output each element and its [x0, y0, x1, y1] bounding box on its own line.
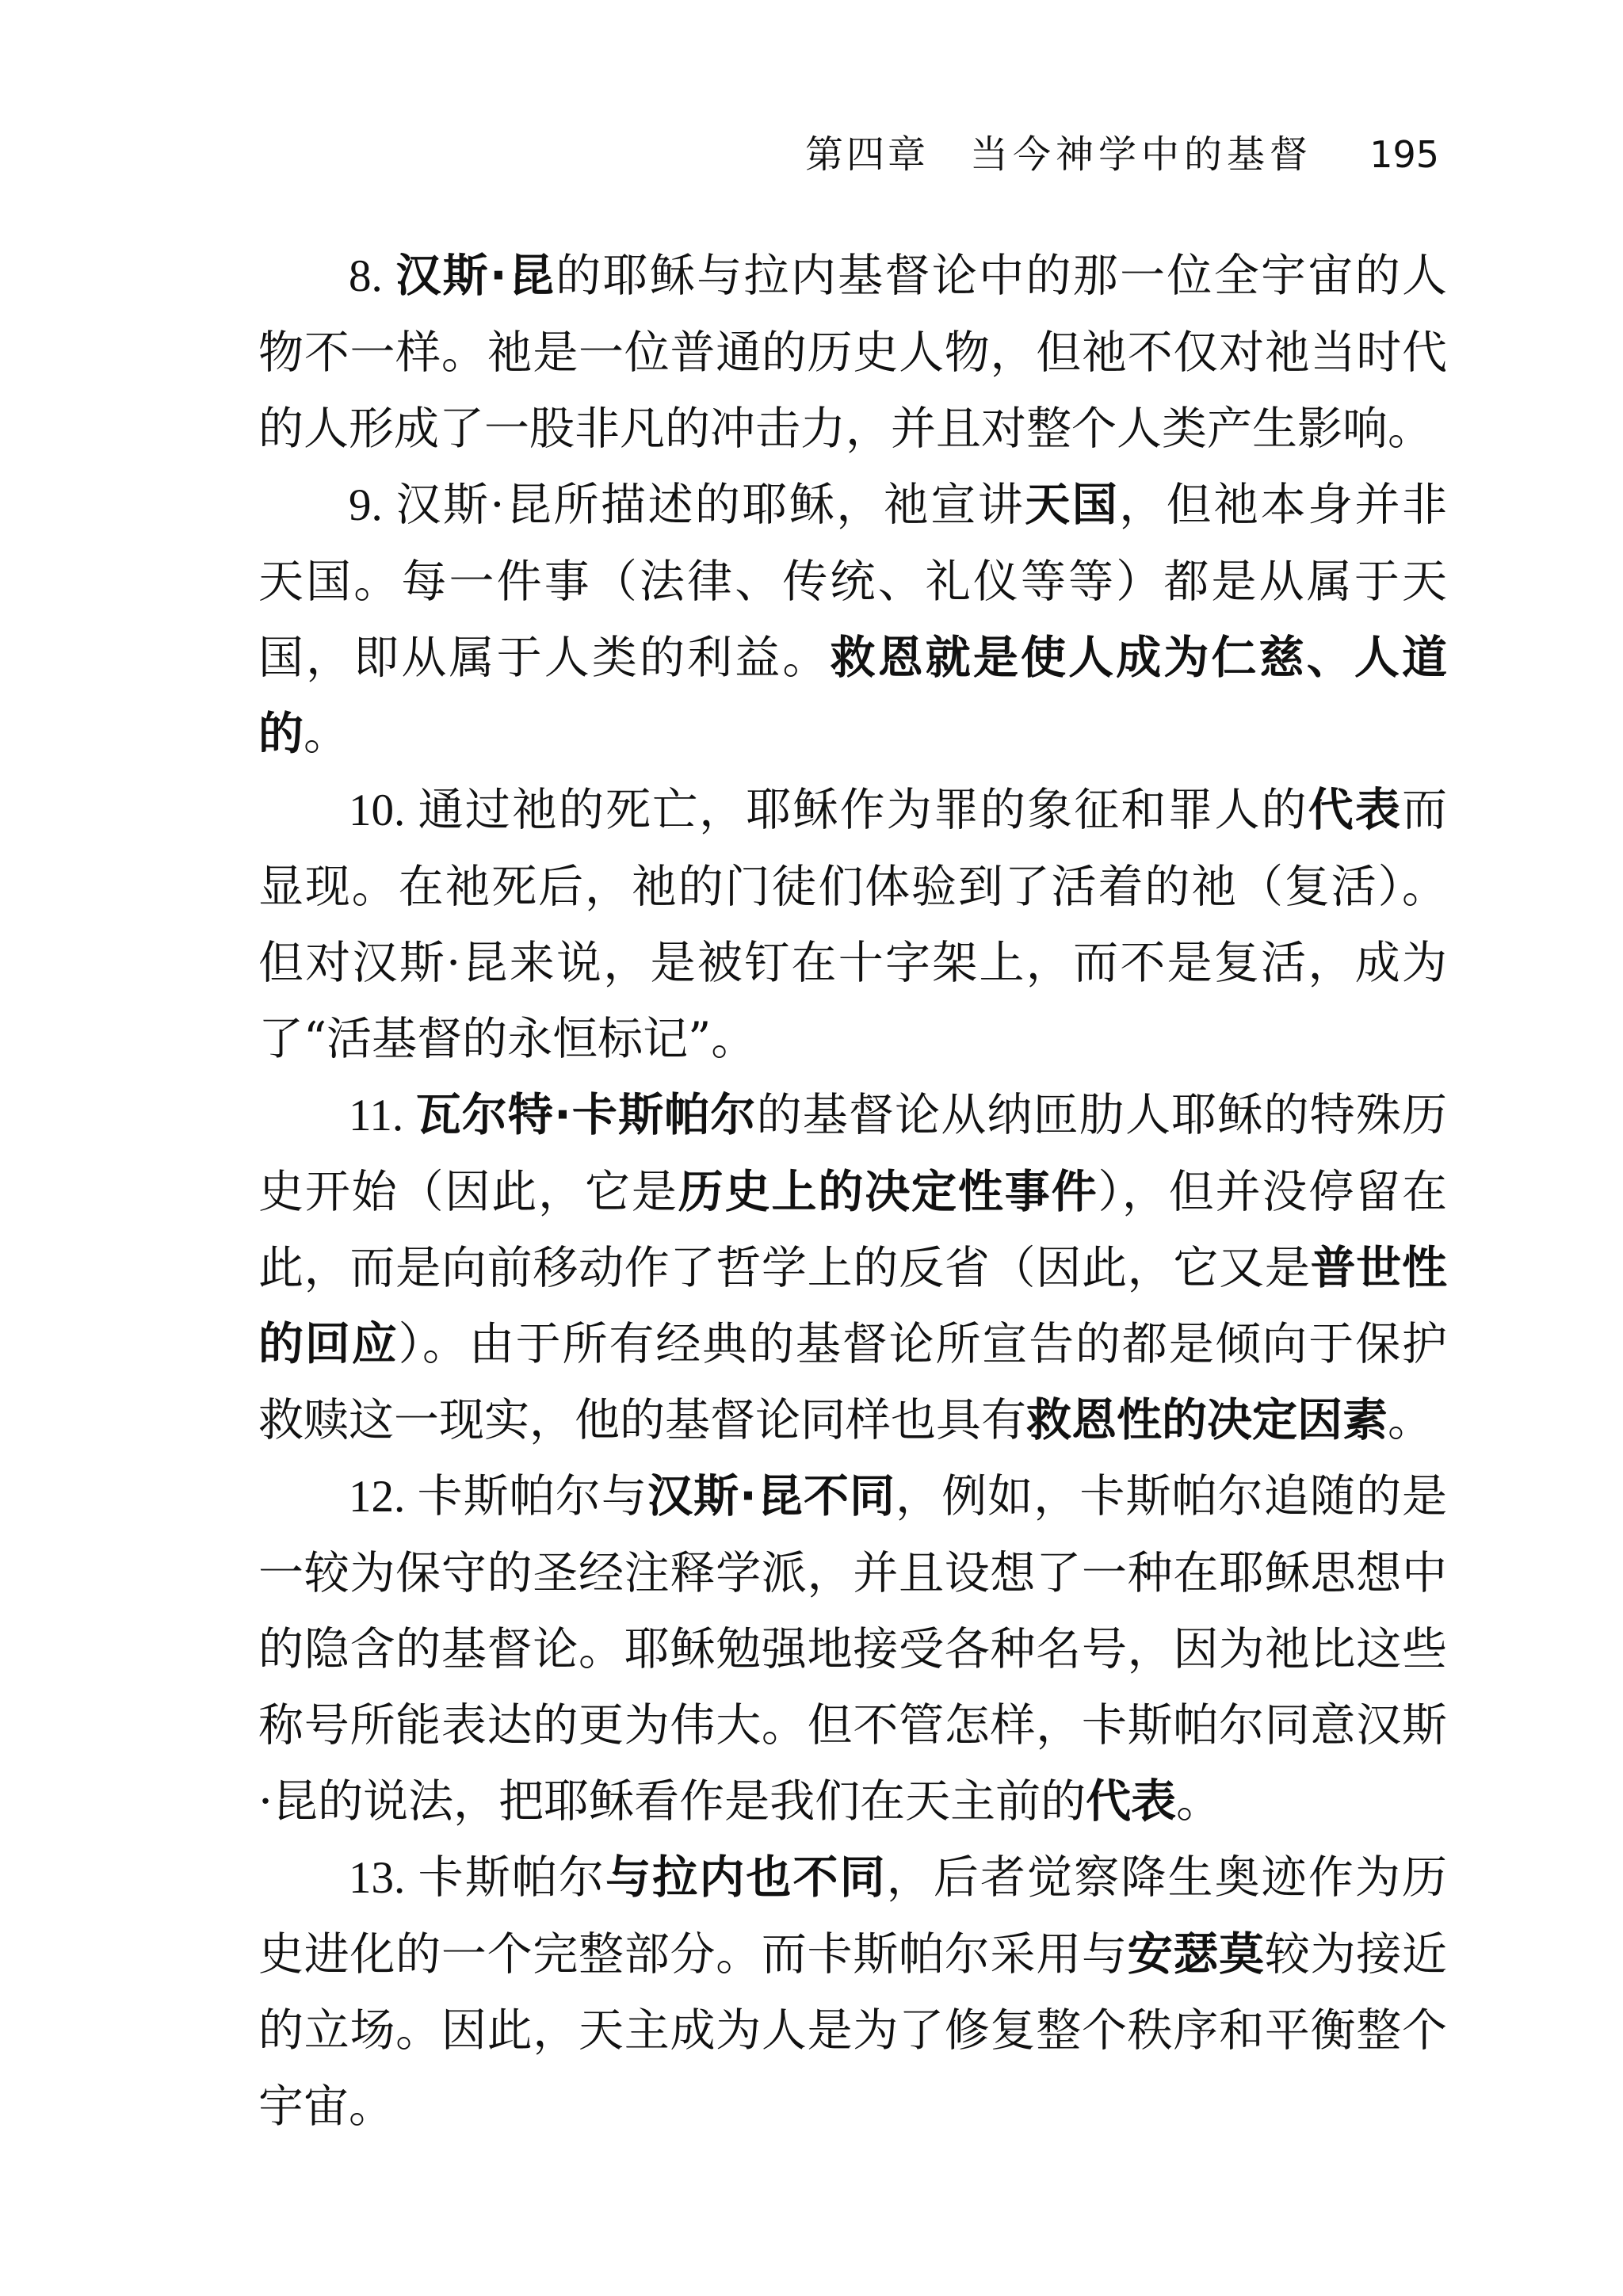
paragraph-12 [258, 1458, 1447, 1839]
emphasis-text: 普世性的回应 [258, 1242, 1448, 1370]
paragraph-text: 卡斯帕尔 [418, 1851, 606, 1904]
emphasis-text: 安瑟莫 [1127, 1928, 1265, 1981]
paragraph-text: ，但祂本身并非天国。每一件事（法律、传统、礼仪等等）都是从属于天国，即从属于人类的利益。 [258, 479, 1448, 684]
page-number: 195 [1369, 133, 1439, 176]
chapter-label: 第四章 [805, 132, 930, 177]
emphasis-text: 天国 [1025, 479, 1120, 531]
chapter-title: 当今神学中的基督 [970, 132, 1313, 177]
paragraph-10 [258, 772, 1447, 1077]
paragraph-text: 较为接近的立场。因此，天主成为人是为了修复整个秩序和平衡整个宇宙。 [258, 1928, 1448, 2133]
paragraph-text: ）。由于所有经典的基督论所宣告的都是倾向于保护救赎这一现实，他的基督论同样也具有 [258, 1318, 1448, 1446]
paragraph-number: 9. [349, 480, 396, 530]
paragraph-text: ），但并没停留在此，而是向前移动作了哲学上的反省（因此，它又是 [258, 1166, 1448, 1294]
paragraph-number: 12. [349, 1472, 418, 1522]
emphasis-text: 救恩就是使人成为仁慈、人道的 [258, 632, 1447, 760]
emphasis-text: 与拉内也不同 [605, 1851, 887, 1904]
emphasis-text: 汉斯·昆 [395, 250, 556, 302]
emphasis-text: 救恩性的决定因素 [1026, 1394, 1388, 1446]
emphasis-text: 代表 [1086, 1775, 1177, 1828]
paragraph-8 [258, 238, 1447, 467]
paragraph-number: 8. [349, 251, 396, 301]
body-text [258, 238, 1447, 2145]
paragraph-number: 11. [349, 1091, 416, 1140]
paragraph-9 [258, 467, 1447, 772]
paragraph-11 [258, 1077, 1447, 1458]
emphasis-text: 汉斯·昆不同 [647, 1470, 896, 1522]
paragraph-text: 的耶稣与拉内基督论中的那一位全宇宙的人物不一样。祂是一位普通的历史人物，但祂不仅对祂当时代的人形成了一股非凡的冲击力，并且对整个人类产生影响。 [258, 250, 1448, 455]
emphasis-text: 历史上的决定性事件 [678, 1166, 1098, 1218]
paragraph-text: 。 [304, 708, 349, 760]
running-head [805, 127, 1439, 182]
paragraph-text: 。 [1176, 1775, 1222, 1828]
paragraph-13 [258, 1839, 1447, 2145]
emphasis-text: 代表 [1308, 784, 1403, 836]
paragraph-text: ，后者觉察降生奥迹作为历史进化的一个完整部分。而卡斯帕尔采用与 [258, 1851, 1448, 1981]
paragraph-text: 卡斯帕尔与 [417, 1470, 647, 1522]
paragraph-number: 10. [349, 785, 418, 835]
emphasis-text: 瓦尔特·卡斯帕尔 [415, 1089, 757, 1141]
paragraph-number: 13. [349, 1853, 418, 1903]
paragraph-text: ，例如，卡斯帕尔追随的是一较为保守的圣经注释学派，并且设想了一种在耶稣思想中的隐含的基督论。耶稣勉强地接受各种名号，因为祂比这些称号所能表达的更为伟大。但不管怎样，卡斯帕尔同意汉斯·昆的说法，把耶稣看作是我们在天主前的 [258, 1470, 1448, 1828]
paragraph-text: 。 [1388, 1394, 1433, 1446]
paragraph-text: 通过祂的死亡，耶稣作为罪的象征和罪人的 [418, 784, 1308, 836]
paragraph-text: 而显现。在祂死后，祂的门徒们体验到了活着的祂（复活）。但对汉斯·昆来说，是被钉在十字架上，而不是复活，成为了“活基督的永恒标记”。 [258, 784, 1448, 1065]
paragraph-text: 汉斯·昆所描述的耶稣，祂宣讲 [395, 479, 1025, 531]
paragraph-text: 的基督论从纳匝肋人耶稣的特殊历史开始（因此，它是 [258, 1089, 1447, 1218]
